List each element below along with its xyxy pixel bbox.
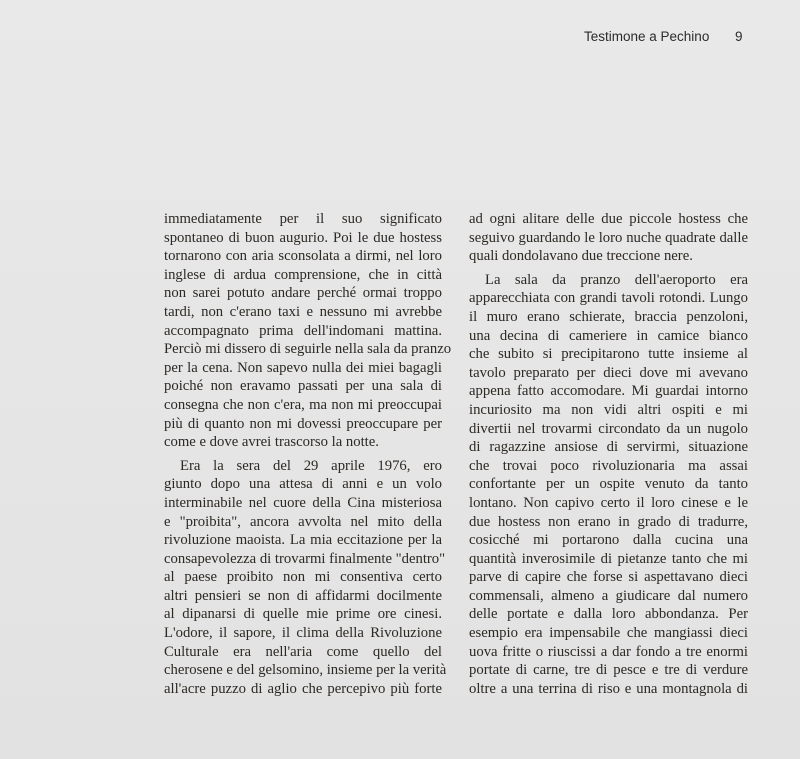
text-line: apparecchiata con grandi tavoli rotondi. Lungo (469, 290, 748, 307)
text-line: non sarei potuto andare perché ormai troppo (164, 285, 442, 302)
text-line: per la cena. Non sapevo nulla dei miei bagagli (164, 359, 442, 376)
text-line: consegna che non c'era, ma non mi preoccupai (164, 396, 442, 413)
text-line: Culturale era nell'aria come quello del (164, 643, 442, 660)
text-line: portate di carne, tre di pesce e tre di verdure (469, 662, 748, 679)
text-line: di ragazzine ansiose di servirmi, situazione (469, 439, 748, 456)
text-line: come e dove avrei trascorso la notte. (164, 434, 379, 451)
text-line: ad ogni alitare delle due piccole hostess che (469, 211, 748, 227)
text-line: quali dondolavano due treccione nere. (469, 248, 693, 265)
text-line: delle portate e dalla loro abbondanza. Per (469, 606, 748, 623)
left-paragraph-2 (164, 457, 447, 699)
page-number: 9 (735, 29, 743, 44)
text-line: più di quanto non mi dovessi preoccupare per (164, 415, 442, 432)
text-line: spontaneo di buon augurio. Poi le due hostess (164, 229, 442, 246)
right-paragraph-1 (469, 210, 748, 266)
text-line: L'odore, il sapore, il clima della Rivoluzione (164, 625, 442, 642)
text-line: consapevolezza di trovarmi finalmente "dentro" (164, 550, 446, 567)
right-paragraph-2 (469, 271, 748, 699)
text-line: divertii nel trovarmi circondato da un nugolo (469, 420, 748, 437)
text-line: Era la sera del 29 aprile 1976, ero (180, 457, 442, 474)
text-line: altri pensieri se non di affidarmi docilmente (164, 587, 442, 604)
text-line: interminabile nel cuore della Cina misteriosa (164, 494, 442, 511)
text-line: tornarono con aria sconsolata a dirmi, nel loro (164, 248, 442, 265)
left-paragraph-1 (164, 210, 452, 452)
text-line: quantità inverosimile di pietanze tanto che mi (469, 550, 748, 567)
text-line: seguivo guardando le loro nuche quadrate dalle (469, 229, 748, 246)
left-text-column (164, 210, 452, 698)
text-line: giunto dopo una attesa di anni e un volo (164, 476, 442, 493)
text-line: il muro erano schierate, braccia penzoloni, (469, 308, 748, 325)
text-line: immediatamente per il suo significato (164, 211, 442, 227)
text-line: incuriosito ma non vidi altri ospiti e mi (469, 401, 748, 418)
text-line: parve di capire che forse si aspettavano dieci (469, 569, 748, 586)
text-line: confortante per un ospite venuto da tanto (469, 476, 748, 493)
right-text-column (469, 210, 748, 698)
text-line: cosicché mi portarono dalla cucina una (469, 532, 748, 549)
text-line: due hostess non erano in grado di tradurre, (469, 513, 748, 530)
text-line: accompagnato prima dell'indomani mattina. (164, 322, 442, 339)
text-line: Perciò mi dissero di seguirle nella sala da pranzo (164, 341, 452, 358)
text-line: tavolo preparato per dieci dove mi avevano (469, 364, 748, 381)
text-line: appena fatto accomodare. Mi guardai intorno (469, 383, 748, 400)
text-line: che trovai poco rivoluzionaria ma assai (469, 457, 748, 474)
text-line: lontano. Non capivo certo il loro cinese e le (469, 494, 748, 511)
text-line: una decina di cameriere in camice bianco (469, 327, 748, 344)
text-line: al paese proibito non mi consentiva certo (164, 569, 442, 586)
text-line: rivoluzione maoista. La mia eccitazione per la (164, 532, 442, 549)
text-line: commensali, almeno a giudicare dal numero (469, 587, 748, 604)
text-line: oltre a una terrina di riso e una montagnola di (469, 680, 748, 697)
text-line: che subito si precipitarono tutte insieme al (469, 346, 748, 363)
text-line: cherosene e del gelsomino, insieme per la verità (164, 662, 447, 679)
text-line: La sala da pranzo dell'aeroporto era (485, 271, 748, 288)
running-header-title: Testimone a Pechino (584, 29, 710, 44)
text-line: tardi, non c'erano taxi e nessuno mi avrebbe (164, 303, 442, 320)
text-line: uova fritte o riuscissi a dar fondo a tre enormi (469, 643, 748, 660)
text-line: inglese di ardua comprensione, che in città (164, 266, 442, 283)
text-line: e "proibita", ancora avvolta nel mito della (164, 513, 442, 530)
text-line: esempio era impensabile che mangiassi dieci (469, 625, 748, 642)
text-line: all'acre puzzo di aglio che percepivo più forte (164, 680, 442, 697)
text-line: al dipanarsi di quelle mie prime ore cinesi. (164, 606, 442, 623)
text-line: poiché non eravamo passati per una sala di (164, 378, 442, 395)
